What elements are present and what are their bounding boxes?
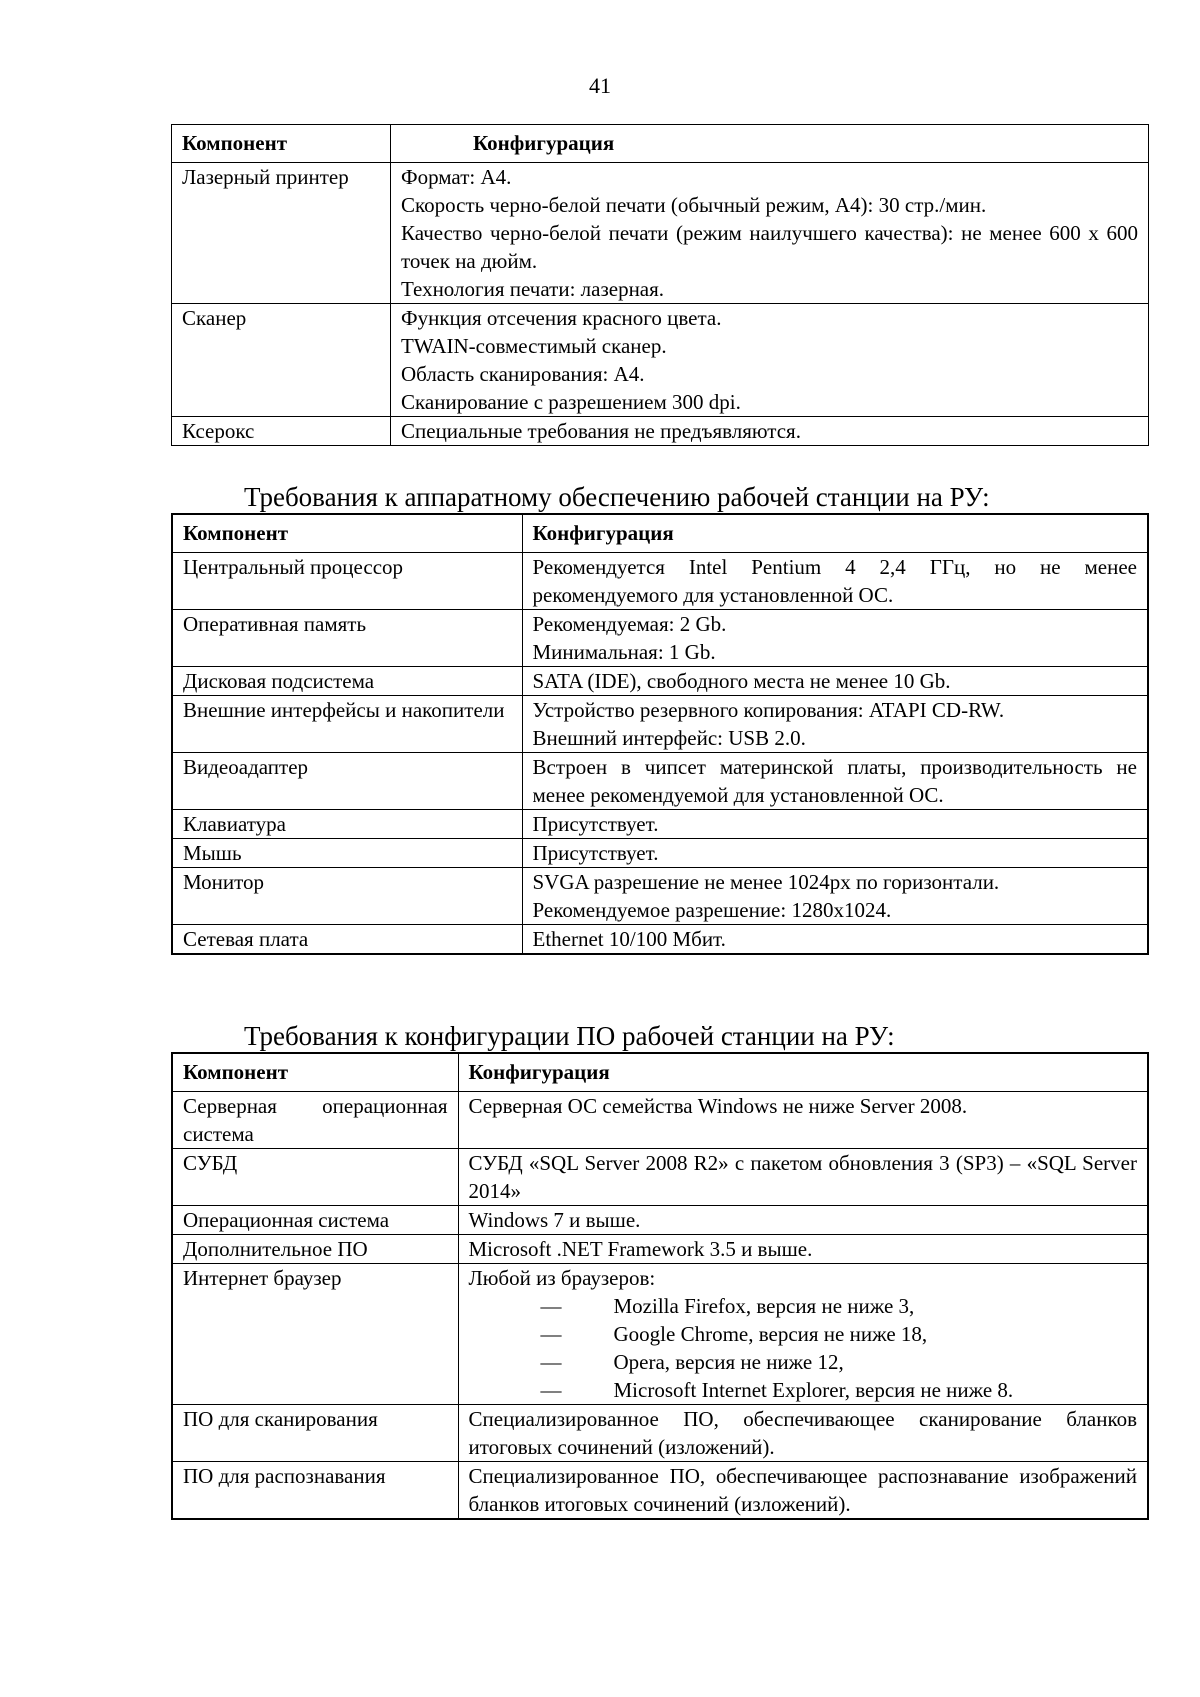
table-row xyxy=(172,1235,1148,1264)
component-cell: Внешние интерфейсы и накопители xyxy=(172,696,522,753)
software-requirements-table xyxy=(171,1052,1149,1520)
configuration-cell xyxy=(522,839,1148,868)
config-line: Минимальная: 1 Gb. xyxy=(532,640,716,664)
configuration-cell xyxy=(522,925,1148,955)
header-configuration: Конфигурация xyxy=(522,514,1148,553)
browser-list-item xyxy=(469,1292,1138,1320)
header-configuration: Конфигурация xyxy=(458,1053,1148,1092)
table-row xyxy=(172,810,1148,839)
table-row xyxy=(172,839,1148,868)
configuration-cell xyxy=(458,1462,1148,1520)
dash-bullet: — xyxy=(540,1294,562,1318)
configuration-cell xyxy=(458,1405,1148,1462)
table-row xyxy=(172,304,1149,417)
table-row xyxy=(172,667,1148,696)
component-cell: Дисковая подсистема xyxy=(172,667,522,696)
configuration-cell xyxy=(458,1206,1148,1235)
config-line: Рекомендуемое разрешение: 1280х1024. xyxy=(532,898,892,922)
page-number: 41 xyxy=(589,73,611,98)
table-row xyxy=(172,610,1148,667)
component-cell: Сканер xyxy=(172,304,391,417)
configuration-cell xyxy=(522,610,1148,667)
configuration-cell xyxy=(522,868,1148,925)
configuration-cell xyxy=(391,304,1149,417)
table-header-row xyxy=(172,1053,1148,1092)
config-line: Присутствует. xyxy=(532,841,659,865)
dash-bullet: — xyxy=(540,1350,562,1374)
header-component: Компонент xyxy=(172,1053,458,1092)
header-configuration: Конфигурация xyxy=(391,125,1149,163)
config-line: Специализированное ПО, обеспечивающее сканирование бланков итоговых сочинений (изложений). xyxy=(468,1407,1137,1459)
component-cell: Сетевая плата xyxy=(172,925,522,955)
component-cell: Монитор xyxy=(172,868,522,925)
configuration-cell xyxy=(522,553,1148,610)
table-row xyxy=(172,1092,1148,1149)
configuration-cell xyxy=(458,1264,1148,1405)
configuration-cell xyxy=(458,1235,1148,1264)
software-requirements-caption: Требования к конфигурации ПО рабочей станции на РУ: xyxy=(244,1021,895,1051)
table-row xyxy=(172,1206,1148,1235)
table-row xyxy=(172,925,1148,955)
table-row xyxy=(172,417,1149,446)
browser-name: Microsoft Internet Explorer, версия не ниже 8. xyxy=(613,1378,1014,1402)
browser-name: Opera, версия не ниже 12, xyxy=(613,1350,844,1374)
configuration-cell xyxy=(391,417,1149,446)
component-cell: ПО для распознавания xyxy=(172,1462,458,1520)
component-cell: Центральный процессор xyxy=(172,553,522,610)
config-line: Технология печати: лазерная. xyxy=(401,277,665,301)
dash-bullet: — xyxy=(540,1378,562,1402)
config-line: Область сканирования: А4. xyxy=(401,362,645,386)
hardware-requirements-table xyxy=(171,513,1149,955)
config-line: СУБД «SQL Server 2008 R2» с пакетом обновления 3 (SP3) – «SQL Server 2014» xyxy=(468,1151,1137,1203)
configuration-cell xyxy=(458,1092,1148,1149)
config-line: Встроен в чипсет материнской платы, производительность не менее рекомендуемой для установленной ОС. xyxy=(532,755,1137,807)
table-row xyxy=(172,753,1148,810)
table-row xyxy=(172,1405,1148,1462)
configuration-cell xyxy=(522,667,1148,696)
config-line: Скорость черно-белой печати (обычный режим, А4): 30 стр./мин. xyxy=(401,193,987,217)
component-cell: Ксерокс xyxy=(172,417,391,446)
configuration-cell xyxy=(458,1149,1148,1206)
config-line: Microsoft .NET Framework 3.5 и выше. xyxy=(468,1237,813,1261)
config-line: Функция отсечения красного цвета. xyxy=(401,306,722,330)
component-cell: Оперативная память xyxy=(172,610,522,667)
component-cell: ПО для сканирования xyxy=(172,1405,458,1462)
component-cell: Операционная система xyxy=(172,1206,458,1235)
hardware-requirements-caption: Требования к аппаратному обеспечению рабочей станции на РУ: xyxy=(244,482,990,512)
table-header-row xyxy=(172,514,1148,553)
config-line: Формат: А4. xyxy=(401,165,512,189)
component-cell: СУБД xyxy=(172,1149,458,1206)
config-line: Присутствует. xyxy=(532,812,659,836)
config-line: Рекомендуется Intel Pentium 4 2,4 ГГц, но не менее рекомендуемого для установленной ОС. xyxy=(532,555,1137,607)
configuration-cell xyxy=(391,163,1149,304)
config-line: Ethernet 10/100 Мбит. xyxy=(532,927,726,951)
config-line: Устройство резервного копирования: ATAPI CD-RW. xyxy=(532,698,1005,722)
config-line: Сканирование с разрешением 300 dpi. xyxy=(401,390,741,414)
configuration-cell xyxy=(522,696,1148,753)
browser-list-item xyxy=(469,1348,1138,1376)
browser-list-item xyxy=(469,1320,1138,1348)
config-line: TWAIN-совместимый сканер. xyxy=(401,334,667,358)
component-cell: Интернет браузер xyxy=(172,1264,458,1405)
dash-bullet: — xyxy=(540,1322,562,1346)
browser-list-item xyxy=(469,1376,1138,1404)
table-header-row xyxy=(172,125,1149,163)
component-cell: Клавиатура xyxy=(172,810,522,839)
configuration-cell xyxy=(522,810,1148,839)
browser-name: Mozilla Firefox, версия не ниже 3, xyxy=(613,1294,915,1318)
header-component: Компонент xyxy=(172,514,522,553)
browser-name: Google Chrome, версия не ниже 18, xyxy=(613,1322,928,1346)
component-cell: Мышь xyxy=(172,839,522,868)
component-cell: Лазерный принтер xyxy=(172,163,391,304)
printer-scanner-table xyxy=(171,124,1149,446)
table-row xyxy=(172,1149,1148,1206)
config-line: Windows 7 и выше. xyxy=(468,1208,641,1232)
config-line: Внешний интерфейс: USB 2.0. xyxy=(532,726,806,750)
configuration-cell xyxy=(522,753,1148,810)
config-line: Специальные требования не предъявляются. xyxy=(401,419,801,443)
config-line: Любой из браузеров: xyxy=(468,1266,656,1290)
component-cell: Видеоадаптер xyxy=(172,753,522,810)
config-line: Специализированное ПО, обеспечивающее распознавание изображений бланков итоговых сочинений (изложений). xyxy=(468,1464,1137,1516)
table-row xyxy=(172,553,1148,610)
table-row xyxy=(172,868,1148,925)
component-cell: Дополнительное ПО xyxy=(172,1235,458,1264)
component-cell: Серверная операционная система xyxy=(172,1092,458,1149)
table-row xyxy=(172,163,1149,304)
table-row xyxy=(172,1264,1148,1405)
header-component: Компонент xyxy=(172,125,391,163)
config-line: Серверная ОС семейства Windows не ниже Server 2008. xyxy=(468,1094,968,1118)
config-line: Рекомендуемая: 2 Gb. xyxy=(532,612,727,636)
table-row xyxy=(172,1462,1148,1520)
config-line: SVGA разрешение не менее 1024px по горизонтали. xyxy=(532,870,1000,894)
config-line: Качество черно-белой печати (режим наилучшего качества): не менее 600 х 600 точек на дюйм. xyxy=(401,221,1138,273)
table-row xyxy=(172,696,1148,753)
config-line: SATA (IDE), свободного места не менее 10 Gb. xyxy=(532,669,951,693)
